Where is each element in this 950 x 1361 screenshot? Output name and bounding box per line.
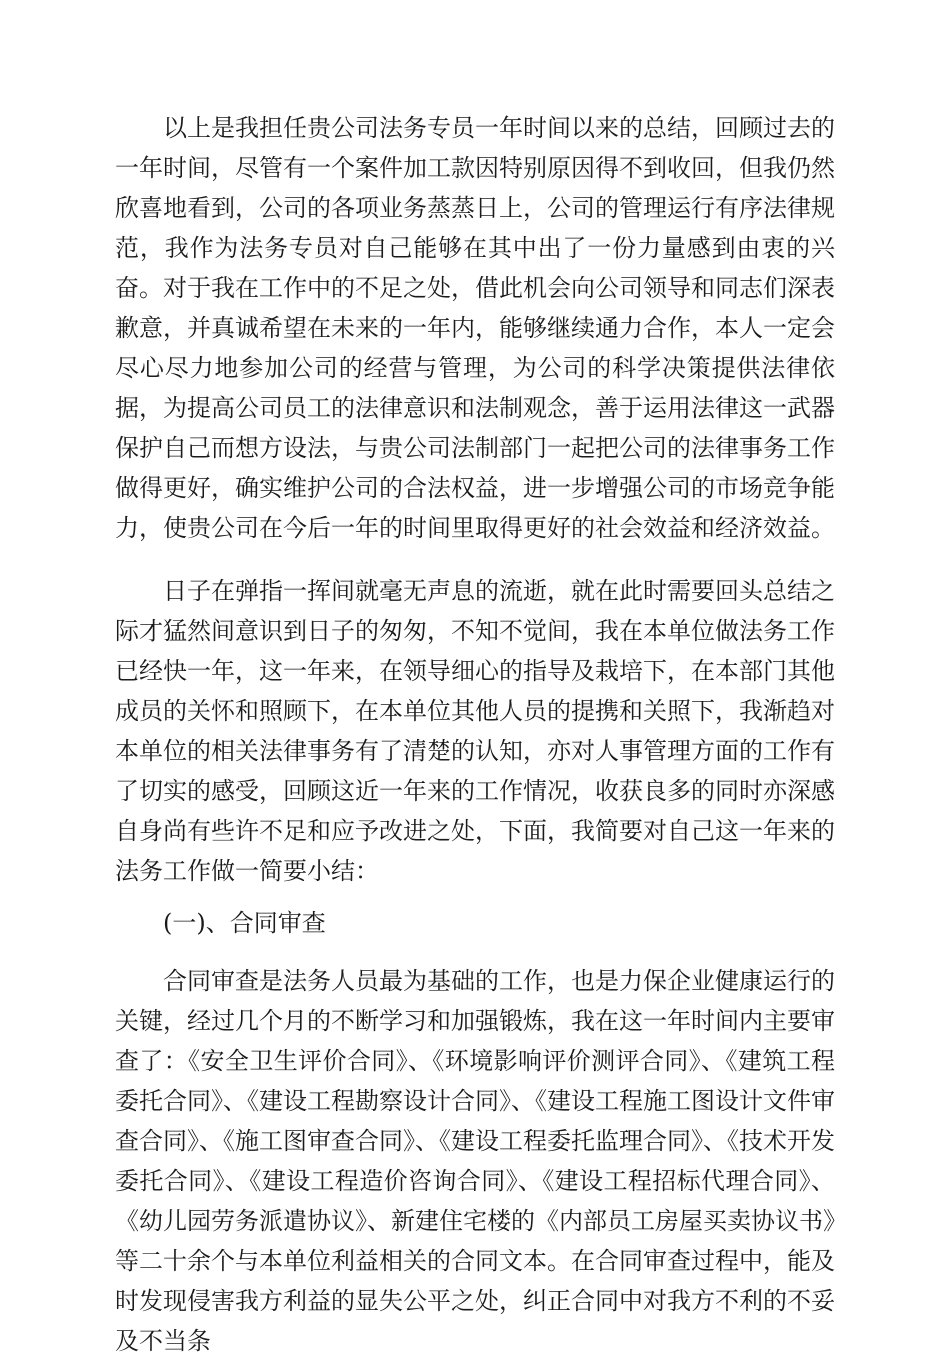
contract-review-paragraph: 合同审查是法务人员最为基础的工作，也是力保企业健康运行的关键，经过几个月的不断学习和加强锻炼，我在这一年时间内主要审查了：《安全卫生评价合同》、《环境影响评价测评合同》、《建筑工程委托合同》、《建设工程勘察设计合同》、《建设工程施工图设计文件审查合同》、《施工图审查合同》、《建设工程委托监理合同》、《技术开发委托合同》、《建设工程造价咨询合同》、《建设工程招标代理合同》、《幼儿园劳务派遣协议》、新建住宅楼的《内部员工房屋买卖协议书》等二十余个与本单位利益相关的合同文本。在合同审查过程中，能及时发现侵害我方利益的显失公平之处，纠正合同中对我方不利的不妥及不当条: [115, 967, 835, 1355]
document-body: [115, 108, 835, 1361]
section-heading-contract-review: (一)、合同审查: [163, 909, 326, 937]
summary-paragraph: 以上是我担任贵公司法务专员一年时间以来的总结，回顾过去的一年时间，尽管有一个案件加工款因特别原因得不到收回，但我仍然欣喜地看到，公司的各项业务蒸蒸日上，公司的管理运行有序法律规范，我作为法务专员对自己能够在其中出了一份力量感到由衷的兴奋。对于我在工作中的不足之处，借此机会向公司领导和同志们深表歉意，并真诚希望在未来的一年内，能够继续通力合作，本人一定会尽心尽力地参加公司的经营与管理，为公司的科学决策提供法律依据，为提高公司员工的法律意识和法制观念，善于运用法律这一武器保护自己而想方设法，与贵公司法制部门一起把公司的法律事务工作做得更好，确实维护公司的合法权益，进一步增强公司的市场竞争能力，使贵公司在今后一年的时间里取得更好的社会效益和经济效益。: [115, 114, 835, 542]
intro-paragraph: 日子在弹指一挥间就毫无声息的流逝，就在此时需要回头总结之际才猛然间意识到日子的匆匆，不知不觉间，我在本单位做法务工作已经快一年，这一年来，在领导细心的指导及栽培下，在本部门其他成员的关怀和照顾下，在本单位其他人员的提携和关照下，我渐趋对本单位的相关法律事务有了清楚的认知，亦对人事管理方面的工作有了切实的感受，回顾这近一年来的工作情况，收获良多的同时亦深感自身尚有些许不足和应予改进之处，下面，我简要对自己这一年来的法务工作做一简要小结：: [115, 577, 835, 885]
